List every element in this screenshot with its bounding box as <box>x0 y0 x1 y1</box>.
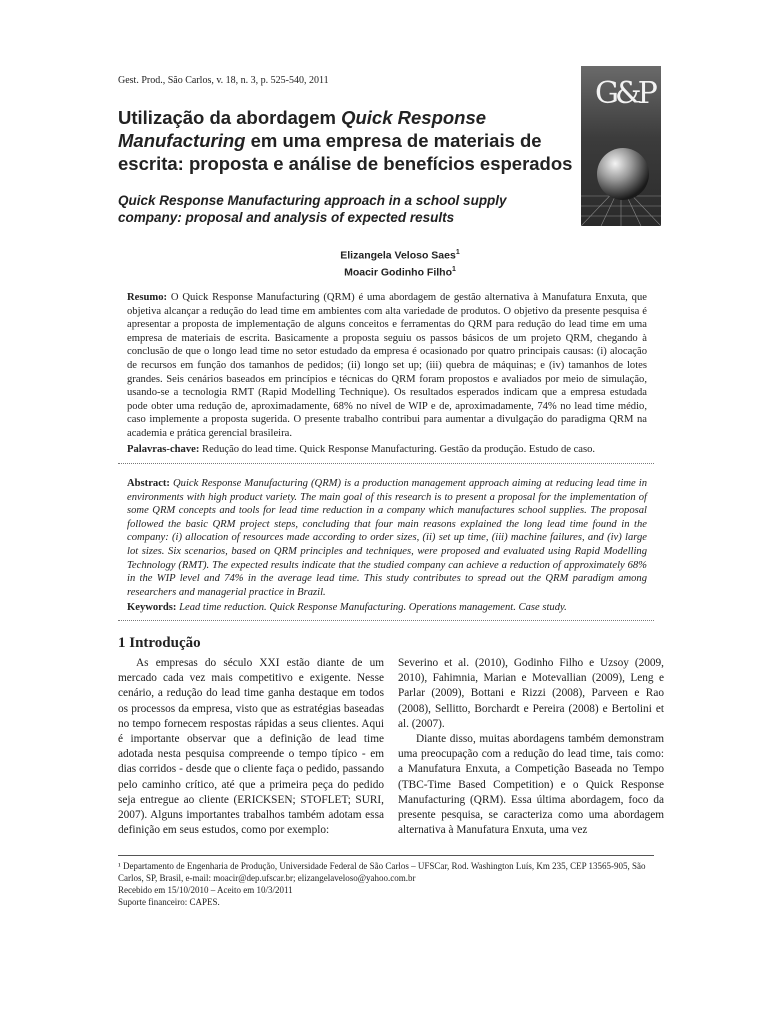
body-column-left <box>118 656 384 838</box>
footnote-divider <box>118 855 654 856</box>
author-2: Moacir Godinho Filho$^1$ <box>344 265 456 278</box>
palavras-chave-label: Palavras-chave: <box>127 443 200 455</box>
logo-text: G&P <box>595 76 654 111</box>
title-pt-italic: Quick Response Manufacturing <box>118 107 487 151</box>
journal-logo <box>581 66 661 226</box>
resumo-block <box>127 291 647 456</box>
title-pt-part1: Utilização da abordagem <box>118 107 342 128</box>
body-column-right <box>398 656 664 838</box>
footnote-funding: Suporte financeiro: CAPES. <box>118 897 220 907</box>
divider <box>118 620 654 621</box>
authors <box>300 246 500 279</box>
body-paragraph: Diante disso, muitas abordagens também demonstram uma preocupação com a redução do lead time, tais como: a Manufatura Enxuta, a Competição Baseada no Tempo (TBC-Time Based Competition) e o Quick Response Manufacturing (QRM). Essa última abordagem, foco da presente pesquisa, se caracteriza como uma abordagem alternativa à Manufatura Enxuta, uma vez <box>398 733 664 837</box>
title-portuguese <box>118 106 578 175</box>
title-english: Quick Response Manufacturing approach in a school supply company: proposal and analysis of expected results <box>118 193 507 225</box>
journal-reference: Gest. Prod., São Carlos, v. 18, n. 3, p. 525-540, 2011 <box>118 75 329 86</box>
palavras-chave-text: Redução do lead time. Quick Response Manufacturing. Gestão da produção. Estudo de caso. <box>202 443 596 455</box>
resumo-text: O Quick Response Manufacturing (QRM) é uma abordagem de gestão alternativa à Manufatura Enxuta, que objetiva alcançar a redução do lead time em ambientes com alta variedade de produtos. O objetivo da presente pesquisa é apresentar a proposta de implementação de alguns conceitos e ferramentas do QRM para redução do lead time em uma empresa de materiais de escrita. Basicamente a proposta seguiu os passos básicos de um projeto QRM, chegando à conclusão de que o longo lead time no setor estudado da empresa é ocasionado por quatro principais causas: (i) alocação de recursos em função dos tamanhos de pedidos; (ii) longo set up; (iii) quebra de máquinas; e (iv) tamanhos de lotes grandes. Seis cenários baseados em princípios e técnicas do QRM foram propostos e avaliados por meio de simulação, usando-se a tecnologia RMT (Rapid Modelling Technique). Os resultados esperados indicam que a empresa estudada pode obter uma redução de, aproximadamente, 68% no nível de WIP e de, aproximadamente, 74% no lead time médio, caso implemente a proposta sugerida. O presente trabalho contribui para aumentar a divulgação do paradigma QRM na academia e prática gerencial brasileira. <box>127 292 647 439</box>
abstract-block <box>127 477 647 615</box>
divider <box>118 463 654 464</box>
title-pt-part2: em uma empresa de materiais de escrita: proposta e análise de benefícios esperados <box>118 130 573 174</box>
author-1: Elizangela Veloso Saes$^1$ <box>340 249 460 262</box>
footnote-received: Recebido em 15/10/2010 – Aceito em 10/3/2011 <box>118 885 293 895</box>
footnote-affiliation: ¹ Departamento de Engenharia de Produção, Universidade Federal de São Carlos – UFSCar, Rod. Washington Luís, Km 235, CEP 13565-905, São Carlos, SP, Brasil, e-mail: moacir@dep.ufscar.br; elizangelaveloso@yahoo.com.br <box>118 861 646 883</box>
resumo-label: Resumo: <box>127 292 168 303</box>
footnotes <box>118 860 658 908</box>
body-paragraph: As empresas do século XXI estão diante de um mercado cada vez mais competitivo e exigente. Nesse cenário, a redução do lead time ganha destaque em todos os processos da empresa, visto que as estratégias baseadas no tempo fornecem respostas rápidas a seus clientes. Aqui é importante observar que a definição de lead time adotada nesta pesquisa compreende o tempo típico - em dias corridos - desde que o cliente faça o pedido, passando pelo caminho crítico, até que a primeira peça do pedido seja entregue ao cliente (ERICKSEN; STOFLET; SURI, 2007). Alguns importantes trabalhos também adotam essa definição em seus estudos, como por exemplo: <box>118 657 384 837</box>
abstract-label: Abstract: <box>127 478 170 489</box>
body-paragraph: Severino et al. (2010), Godinho Filho e Uzsoy (2009, 2010), Fahimnia, Marian e Motevallian (2009), Leng e Parlar (2009), Bottani e Rizzi (2008), Parveen e Rao (2008), Sellitto, Borchardt e Pereira (2008) e Bertolini et al. (2007). <box>398 657 664 730</box>
keywords-label: Keywords: <box>127 602 177 614</box>
abstract-text: Quick Response Manufacturing (QRM) is a production management approach aiming at reducing lead time in environments with high product variety. The main goal of this research is to present a proposal for the implementation of some QRM concepts and tools for lead time reduction in a company which manufactures school supplies. The proposal followed the basic QRM project steps, concluding that four main reasons explained the long lead time found in the company: (i) allocation of resources made according to order sizes, (ii) set up time, (iii) machine failures, and (iv) large lot sizes. Six scenarios, based on QRM principles and techniques, were proposed and evaluated using Rapid Modelling Technology (RMT). The expected results indicate that the studied company can achieve a reduction of approximately 68% in the WIP level and 74% in the average lead time. This study contributes to spread out the QRM paradigm among researchers and managerial practice in Brazil. <box>127 478 648 598</box>
keywords-text: Lead time reduction. Quick Response Manufacturing. Operations management. Case study. <box>179 602 567 614</box>
section-heading: 1 Introdução <box>118 635 201 651</box>
